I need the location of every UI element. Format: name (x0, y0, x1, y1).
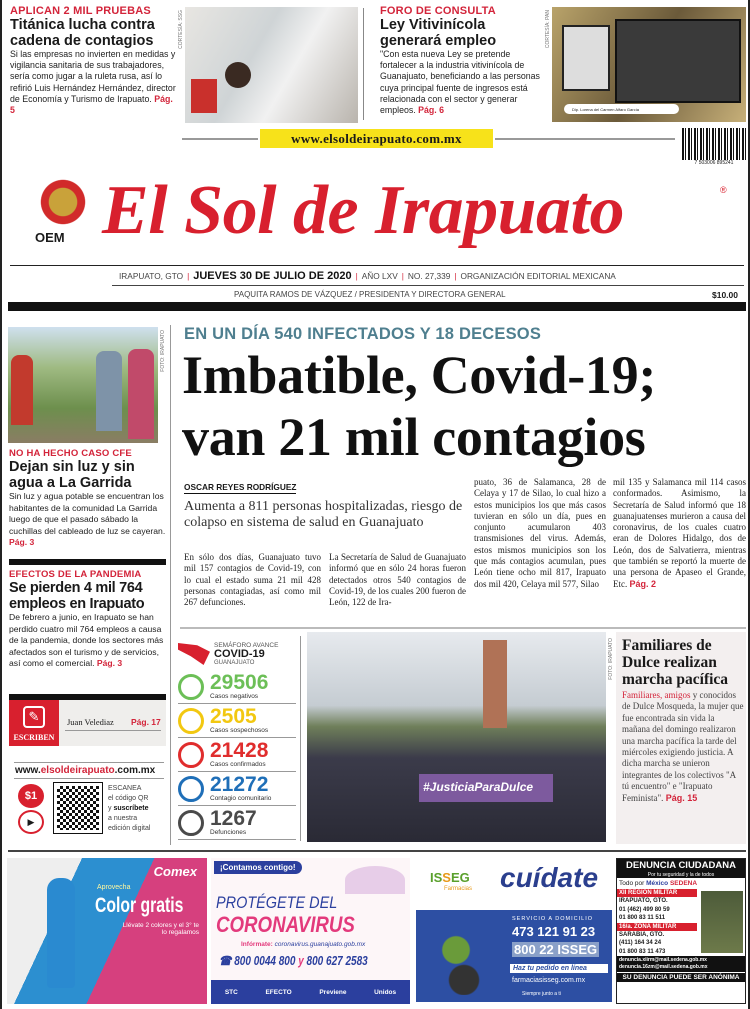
sedena-ad[interactable] (616, 858, 746, 1004)
coronavirus-ad[interactable] (211, 858, 410, 1004)
corona-footer: STC EFECTO Previene Unidos (211, 980, 410, 1004)
escriben-label: ESCRIBEN (9, 700, 59, 746)
sun-logo-icon (35, 174, 91, 230)
rule (14, 778, 164, 779)
covid-stats-box (178, 638, 296, 840)
isseg-logo: ISSEG (430, 870, 470, 885)
issue-number: NO. 27,339 (407, 271, 451, 281)
march-banner: #JusticiaParaDulce (419, 774, 553, 802)
sedena-sub: Por tu seguridad y la de todos (617, 872, 745, 878)
body-column-1: En sólo dos días, Guanajuato tuvo mil 157 contagios de Covid-19, con lo cual el estado suma 21 mil 428 personas contagiadas, así como mil 267 defunciones. (184, 552, 321, 608)
covid-region: GUANAJUATO (214, 659, 255, 666)
video-grid (615, 19, 741, 103)
subscribe-text: ESCANEA el código QR y suscríbete a nuestra edición digital (108, 785, 151, 832)
play-icon[interactable]: ▶ (18, 810, 44, 834)
model-figure (47, 878, 75, 988)
corona-line1: PROTÉGETE DEL (216, 893, 338, 912)
stat-label: Defunciones (210, 829, 247, 836)
rule (112, 285, 744, 286)
stat-label: Contagio comunitario (210, 795, 272, 802)
pencil-icon: ✎ (23, 706, 45, 728)
masthead-title[interactable]: El Sol de Irapuato (102, 172, 624, 249)
stat-label: Casos negativos (210, 693, 259, 700)
stat-value: 1267 (210, 807, 257, 830)
people-icon (178, 776, 204, 802)
march-photo (307, 632, 606, 842)
garrida-photo (8, 327, 158, 443)
side-body: Familiares, amigos y conocidos de Dulce Mosqueda, la mujer que fue encontrada sin vida la mañana del domingo realizaron una marcha pacífica la tarde del miércoles exigiendo justicia. A dicha marcha se unieron integrantes de los colectivos "A tú encuentro" e "Irapuato Feminista". Pág. 15 (622, 690, 744, 803)
sedena-contacts-1: IRAPUATO, GTO. 01 (462) 499 80 59 01 800 83 11 511 (619, 898, 670, 921)
left-story-empleos[interactable] (9, 569, 167, 670)
page-ref: Pág. 17 (131, 717, 161, 727)
comex-brand: Comex (153, 864, 197, 879)
main-kicker: EN UN DÍA 540 INFECTADOS Y 18 DECESOS (184, 325, 542, 343)
top-story-right[interactable] (380, 5, 542, 116)
kicker: EFECTOS DE LA PANDEMIA (9, 569, 142, 580)
tombstone-icon (178, 810, 204, 836)
body-column-3: puato, 36 de Salamanca, 28 de Celaya y 17 de Silao, lo cual hizo a estos municipios los que más casos tuvieran en sólo un día, pues en conjunto acumularon 403 transmisiones del virus. Además, estos mismos municipios son los que más contagios acumulan, pues León tiene ocho mil 817, Irapuato dos mil 420, Celaya mil 577, Silao (474, 477, 606, 589)
corona-tag: ¡Contamos contigo! (214, 861, 302, 874)
stat-value: 21272 (210, 773, 269, 796)
people-illustration (345, 866, 405, 894)
photo-credit: CORTESÍA: PAN (545, 10, 551, 49)
divider (300, 636, 301, 841)
photo-credit: FOTO: IRAPUATO (160, 330, 166, 372)
isseg-brand: Farmacias (444, 886, 473, 892)
headline[interactable]: Dejan sin luz y sin agua a La Garrida (9, 459, 135, 491)
barcode (682, 128, 746, 160)
isseg-phone: 473 121 91 23 (512, 924, 596, 939)
covid-stat-contagio-comunitario (178, 772, 296, 806)
side-headline[interactable]: Familiares de Dulce realizan marcha pacífica (622, 637, 729, 688)
red-container (191, 79, 217, 113)
sedena-footer: SU DENUNCIA PUEDE SER ANÓNIMA (617, 972, 745, 982)
person (11, 355, 33, 425)
isseg-ad[interactable] (414, 858, 612, 1004)
photo-caption: Dip. Lorena del Carmen Alfaro García (564, 104, 679, 114)
stat-value: 2505 (210, 705, 257, 728)
sedena-region1: XII REGIÓN MILITAR (617, 889, 697, 897)
photo-credit: FOTO: IRAPUATO (608, 638, 614, 680)
rule (10, 265, 744, 266)
patient-head (225, 62, 251, 88)
sedena-contacts-2: SARABIA, GTO. (411) 164 34 24 01 800 83 11 473 (619, 931, 666, 955)
photo-credit: CORTESÍA: SSG (178, 10, 184, 49)
kicker: NO HA HECHO CASO CFE (9, 448, 132, 459)
website-banner[interactable]: www.elsoldeirapuato.com.mx (260, 129, 493, 148)
columnist[interactable]: Juan Velediaz (67, 717, 114, 727)
person (128, 349, 154, 439)
isseg-panel (416, 910, 612, 1002)
comex-ad[interactable] (7, 858, 207, 1004)
stat-value: 29506 (210, 671, 269, 694)
main-subhead: Aumenta a 811 personas hospitalizadas, riesgo de colapso en sistema de salud en Guanajuato (184, 499, 463, 530)
subscribe-url[interactable]: www.elsoldeirapuato.com.mx (15, 765, 156, 776)
isseg-phone2: 800 22 ISSEG (514, 942, 598, 957)
corona-phones: ☎ 800 0044 800 y 800 627 2583 (219, 954, 368, 968)
isseg-site[interactable]: farmaciasisseg.com.mx (512, 977, 586, 984)
rule (180, 627, 746, 629)
divider (363, 8, 364, 120)
comex-sub: Llévate 2 colores y el 3° te lo regalamos (122, 922, 199, 936)
rule (65, 730, 161, 731)
registered-mark: ® (720, 185, 727, 195)
covid-pre: SEMÁFORO AVANCE (214, 641, 279, 649)
summary: Si las empresas no invierten en medidas y vigilancia sanitaria de sus trabajadores, sería como jugar a la ruleta rusa, así lo refirió Luis Hernández Hernández, director de Economía y Turismo de Irapuato. Pág. 5 (10, 49, 176, 116)
covid-stat-defunciones (178, 806, 296, 840)
main-headline[interactable]: Imbatible, Covid-19; van 21 mil contagios (182, 345, 657, 467)
soldier-photo (701, 891, 743, 953)
covid-stat-casos-negativos (178, 670, 296, 704)
rule (182, 138, 258, 140)
qr-code[interactable] (54, 783, 102, 833)
rule (14, 762, 164, 763)
byline: OSCAR REYES RODRÍGUEZ (184, 482, 297, 492)
body-column-4: mil 135 y Salamanca mil 114 casos conformados. Asimismo, la Secretaría de Salud informó que 18 guanajuatenses murieron a causa del coronavirus, de los cuales cuatro eran de Dolores Hidalgo, dos de León, dos de Salvatierra, mientras que también se reportó la muerte de una persona de Apaseo el Grande, Etc. Pág. 2 (613, 477, 746, 589)
rule (8, 850, 746, 852)
testing-photo (185, 7, 358, 123)
sedena-title: DENUNCIA CIUDADANA (617, 859, 745, 872)
black-bar (8, 302, 746, 311)
subscription-badge: $1 (18, 784, 44, 808)
oem-logo: OEM (35, 230, 65, 245)
comex-pre: Aprovecha (97, 884, 131, 891)
person (96, 351, 122, 431)
top-story-left[interactable] (10, 5, 176, 116)
test-tube-icon (178, 674, 204, 700)
covid-stat-casos-sospechosos (178, 704, 296, 738)
rule (495, 138, 675, 140)
isseg-service: SERVICIO A DOMICILIO (512, 916, 594, 922)
isseg-footer: Siempre junto a ti (522, 991, 561, 997)
comex-title: Color gratis (95, 894, 184, 917)
headline[interactable]: Se pierden 4 mil 764 empleos en Irapuato (9, 580, 145, 612)
clock-tower (483, 640, 507, 728)
organization: ORGANIZACIÓN EDITORIAL MEXICANA (460, 271, 616, 281)
kicker: FORO DE CONSULTA (380, 5, 496, 17)
stat-value: 21428 (210, 739, 269, 762)
isseg-title: cuídate (500, 862, 599, 893)
year: AÑO LXV (361, 271, 398, 281)
date: JUEVES 30 DE JULIO DE 2020 (193, 270, 352, 282)
stat-label: Casos confirmados (210, 761, 266, 768)
magnifier-icon (178, 708, 204, 734)
summary: Sin luz y agua potable se encuentran los habitantes de la comunidad La Garrida luego de que el pasado sábado la cuchillas del cableado de luz se cayeran. Pág. 3 (9, 491, 166, 547)
price: $10.00 (712, 290, 738, 300)
escriben-box[interactable] (9, 700, 166, 746)
mascot-motorcycle (424, 920, 504, 995)
sedena-emails: denuncia.xiirm@mail.sedena.gob.mx denuncia.16zm@mail.sedena.gob.mx (617, 956, 745, 972)
city: IRAPUATO, GTO (119, 271, 184, 281)
forum-photo (552, 7, 746, 122)
isseg-order: Haz tu pedido en línea (510, 964, 608, 973)
summary: De febrero a junio, en Irapuato se han perdido cuatro mil 764 empleos a causa de la pandemia, donde los sectores más afectados son el turismo y de servicios, así como el comercial. Pág. 3 (9, 612, 164, 668)
sedena-region2: 16/a. ZONA MILITAR (617, 923, 697, 931)
virus-icon (178, 742, 204, 768)
black-bar (9, 559, 166, 565)
left-story-garrida[interactable] (9, 448, 167, 549)
body-column-2: La Secretaría de Salud de Guanajuato informó que en sólo 24 horas fueron detectados otros 540 contagios de Covid-19, de los cuales 200 fueron de León, 122 de Ira- (329, 552, 466, 608)
kicker: APLICAN 2 MIL PRUEBAS (10, 5, 151, 17)
side-story-box[interactable] (616, 632, 746, 844)
mexico-map-icon (178, 643, 210, 665)
corona-line2: CORONAVIRUS (216, 912, 355, 937)
covid-title: COVID-19 (214, 647, 265, 660)
sedena-brand: Todo por México SEDENA (619, 880, 698, 887)
corona-info: Infórmate: coronavirus.guanajuato.gob.mx (241, 941, 366, 948)
divider (170, 325, 171, 845)
director-line: PAQUITA RAMOS DE VÁZQUEZ / PRESIDENTA Y DIRECTORA GENERAL (234, 290, 506, 299)
covid-stat-casos-confirmados (178, 738, 296, 772)
headline[interactable]: Ley Vitivinícola generará empleo (380, 17, 497, 49)
barcode-number: 7 503006 895241 (694, 160, 734, 166)
dateline: IRAPUATO, GTO | JUEVES 30 DE JULIO DE 2020 | AÑO LXV | NO. 27,339 | ORGANIZACIÓN EDITORIAL MEXICANA (119, 270, 616, 282)
headline[interactable]: Titánica lucha contra cadena de contagios (10, 17, 155, 49)
summary: "Con esta nueva Ley se pretende fortalecer a la industria vitivinícola de Guanajuato, beneficiando a las personas cuya principal fuente de ingresos está relacionada con el sector y generar empleos. Pág. 6 (380, 49, 540, 116)
speaker-video (562, 25, 610, 91)
stat-label: Casos sospechosos (210, 727, 269, 734)
